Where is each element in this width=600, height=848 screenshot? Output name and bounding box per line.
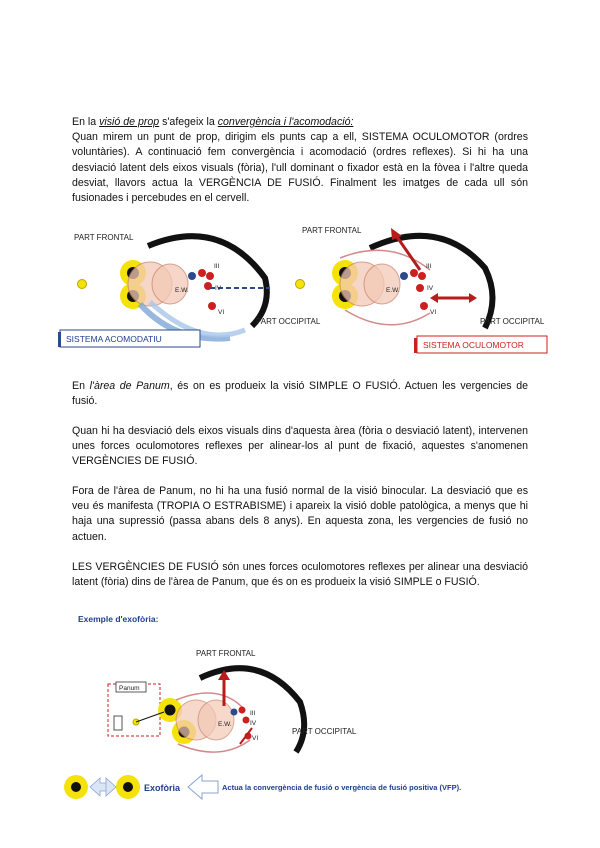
arrow-left-large-icon <box>188 775 218 799</box>
panum-prefix: En <box>72 380 90 392</box>
label-ew-right: E.W. <box>386 287 400 294</box>
diagram-accommodative-system <box>58 233 321 347</box>
panum-area-term: l'àrea de Panum <box>89 380 170 392</box>
label-iii-left: III <box>214 263 220 270</box>
label-iii-example: III <box>250 710 256 717</box>
label-occipital-example: PART OCCIPITAL <box>292 727 357 736</box>
caption-oculomotor: SISTEMA OCULOMOTOR <box>423 340 524 350</box>
label-iv-left: IV <box>215 285 222 292</box>
caption-accommodative: SISTEMA ACOMODATIU <box>66 334 162 344</box>
label-vi-left: VI <box>218 309 225 316</box>
near-vision-term: visió de prop <box>99 116 160 128</box>
label-action-vfp: Actua la convergència de fusió o vergència de fusió positiva (VFP). <box>222 783 462 792</box>
label-frontal-left: PART FRONTAL <box>74 233 134 242</box>
label-ew-left: E.W. <box>175 287 189 294</box>
label-exoforia: Exofòria <box>144 783 181 793</box>
label-iii-right: III <box>426 263 432 270</box>
target-cylinder <box>114 716 122 730</box>
label-frontal-example: PART FRONTAL <box>196 649 256 658</box>
arrow-left-small-icon <box>90 778 108 796</box>
label-iv-example: IV <box>250 720 257 727</box>
label-iv-right: IV <box>427 285 434 292</box>
label-occipital-right: PART OCCIPITAL <box>480 317 545 326</box>
convergence-accommodation-term: convergència i l'acomodació: <box>217 116 354 128</box>
label-panum: Panum <box>119 685 140 692</box>
intro-body: Quan mirem un punt de prop, dirigim els punts cap a ell, SISTEMA OCULOMOTOR (ordres voluntàries). A continuació fem convergència i acomodació (ordres reflexes). Si hi ha una desviació latent dels eixos visuals (fòria), l'ull dominant o fixador està en la fòvea i l'altre queda desviat, llavors actua la VERGÈNCIA DE FUSIÓ. Finalment les imatges de cada ull són fusionades i percebudes en el cervell. <box>72 131 528 205</box>
fixation-point-left <box>78 280 87 289</box>
exophoria-action-row <box>62 769 532 809</box>
deviation-paragraph: Quan hi ha desviació dels eixos visuals dins d'aquesta àrea (fòria o desviació latent), intervenen unes forces oculomotores reflexes per alinear-los al punt de fixació, aquestes s'anomenen VERGÈNCIES DE FUSIÓ. <box>72 425 528 468</box>
intro-paragraph <box>72 115 528 206</box>
fixation-point-right <box>296 280 305 289</box>
label-ew-example: E.W. <box>218 721 232 728</box>
intro-prefix: En la <box>72 116 100 128</box>
label-vi-right: VI <box>430 309 437 316</box>
label-frontal-right: PART FRONTAL <box>302 226 362 235</box>
diagram-oculomotor-system <box>296 226 548 353</box>
ew-nucleus-left <box>188 272 196 280</box>
figure-exophoria <box>100 640 400 765</box>
fusion-vergence-definition: LES VERGÈNCIES DE FUSIÓ són unes forces oculomotores reflexes per alinear una desviació latent (fòria) dins de l'àrea de Panum, que és on es produeix la visió SIMPLE o FUSIÓ. <box>72 561 528 589</box>
label-occipital-left: PART OCCIPITAL <box>256 317 321 326</box>
label-vi-example: VI <box>252 735 259 742</box>
figure-accommodative-oculomotor <box>60 218 550 358</box>
panum-paragraph <box>72 379 528 409</box>
intro-middle: s'afegeix la <box>159 116 218 128</box>
example-heading: Exemple d'exofòria: <box>78 614 159 624</box>
panum-rest: , és on es produeix la visió SIMPLE O FUSIÓ. Actuen les vergencies de fusió. <box>72 380 528 408</box>
outside-panum-paragraph: Fora de l'àrea de Panum, no hi ha una fusió normal de la visió binocular. La desviació que es veu és manifesta (TROPIA O ESTRABISME) i apareix la visió doble patològica, a menys que hi haja una supressió (passa abans dels 8 anys). En aquesta zona, les vergencies de fusió no actuen. <box>72 485 528 543</box>
